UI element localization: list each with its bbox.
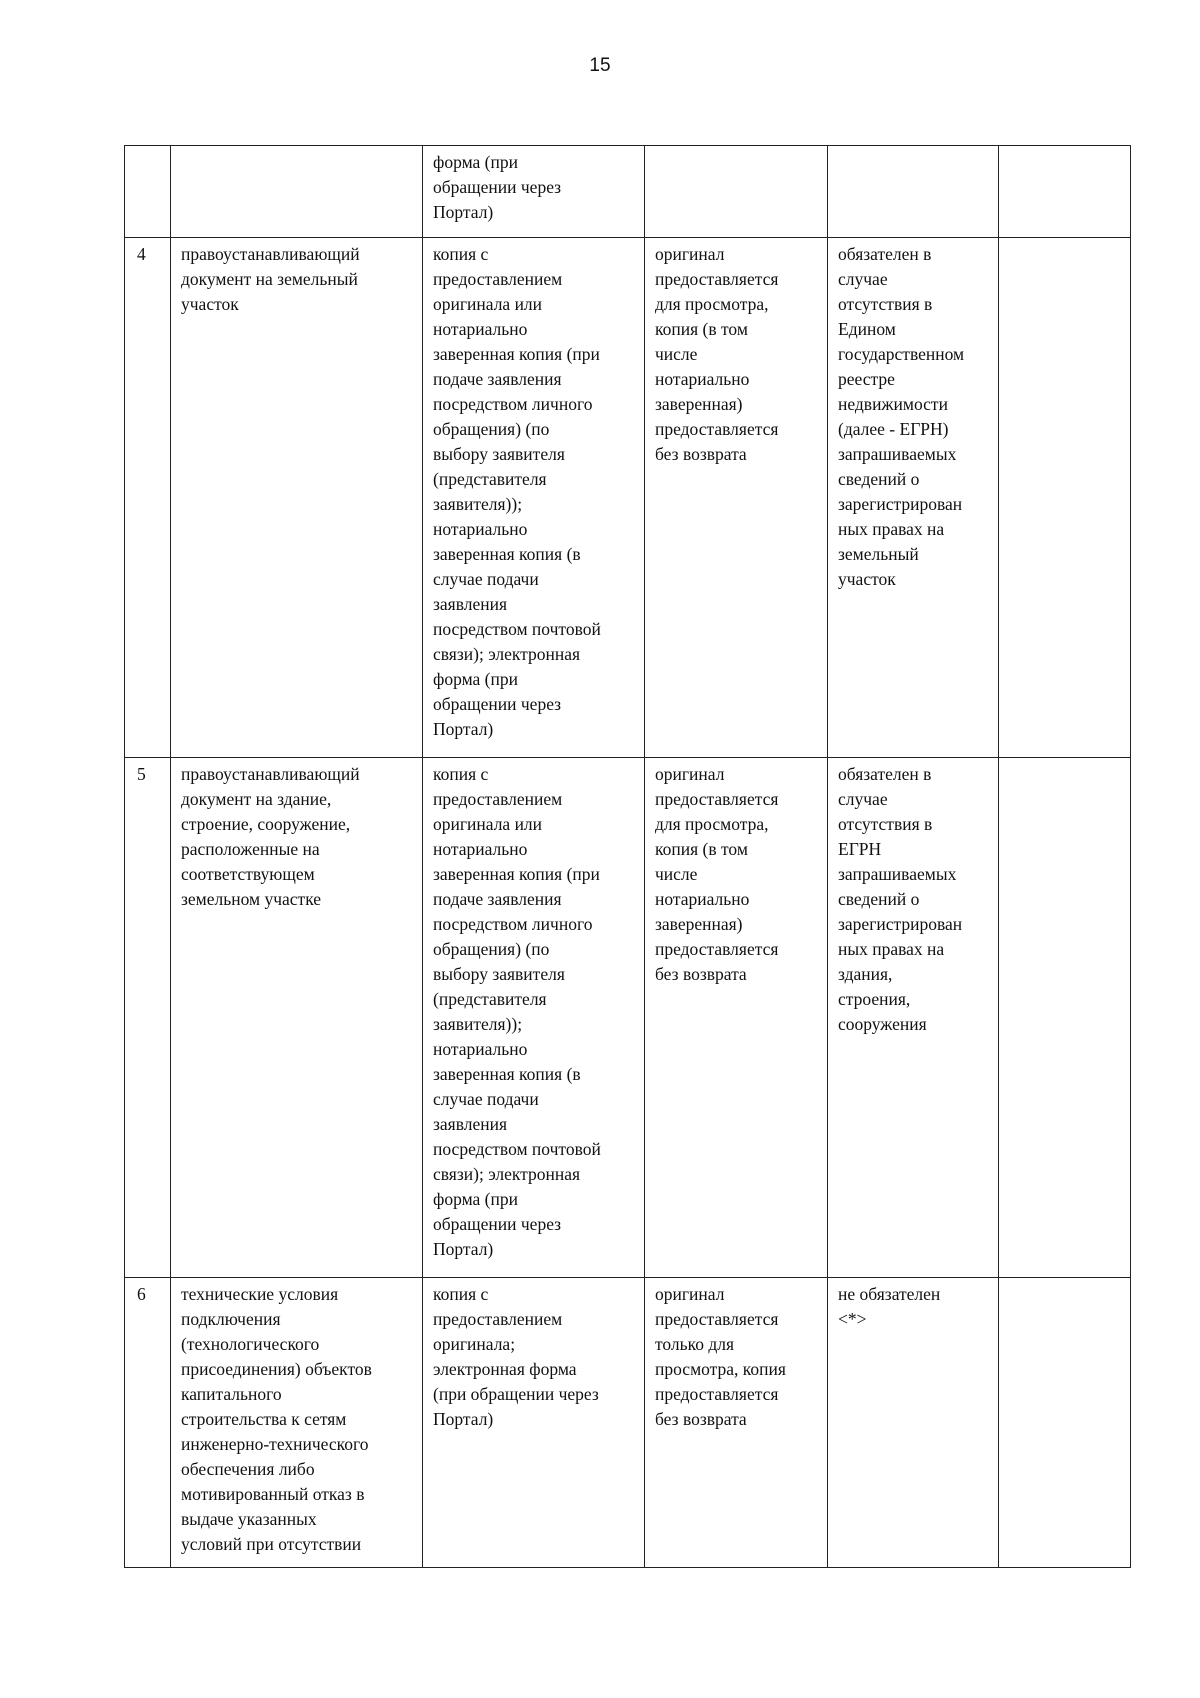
requirement-cell: обязателен в случае отсутствия в ЕГРН запрашиваемых сведений о зарегистрирован ных правах на здания, строения, сооружения (828, 758, 999, 1278)
extra-cell (999, 146, 1131, 238)
original-note-cell (645, 146, 828, 238)
requirement-cell (828, 146, 999, 238)
document-name-cell: правоустанавливающий документ на земельный участок (171, 238, 423, 758)
table-row (125, 238, 1131, 758)
table-row (125, 146, 1131, 238)
document-name-cell: технические условия подключения (технологического присоединения) объектов капитального строительства к сетям инженерно-технического обеспечения либо мотивированный отказ в выдаче указанных условий при отсутствии (171, 1278, 423, 1568)
row-number-cell: 5 (125, 758, 171, 1278)
document-name-cell: правоустанавливающий документ на здание, строение, сооружение, расположенные на соответствующем земельном участке (171, 758, 423, 1278)
page-number: 15 (589, 55, 611, 76)
table-row (125, 758, 1131, 1278)
row-number-cell: 6 (125, 1278, 171, 1568)
documents-table (124, 145, 1131, 1568)
requirement-cell: обязателен в случае отсутствия в Едином государственном реестре недвижимости (далее - ЕГРН) запрашиваемых сведений о зарегистрирован ных правах на земельный участок (828, 238, 999, 758)
document-name-cell (171, 146, 423, 238)
submission-form-cell: копия с предоставлением оригинала или нотариально заверенная копия (при подаче заявления посредством личного обращения) (по выбору заявителя (представителя заявителя)); нотариально заверенная копия (в случае подачи заявления посредством почтовой связи); электронная форма (при обращении через Портал) (423, 238, 645, 758)
original-note-cell: оригинал предоставляется только для просмотра, копия предоставляется без возврата (645, 1278, 828, 1568)
table-row (125, 1278, 1131, 1568)
original-note-cell: оригинал предоставляется для просмотра, копия (в том числе нотариально заверенная) предоставляется без возврата (645, 758, 828, 1278)
original-note-cell: оригинал предоставляется для просмотра, копия (в том числе нотариально заверенная) предоставляется без возврата (645, 238, 828, 758)
requirement-cell: не обязателен <*> (828, 1278, 999, 1568)
submission-form-cell: копия с предоставлением оригинала; электронная форма (при обращении через Портал) (423, 1278, 645, 1568)
extra-cell (999, 1278, 1131, 1568)
row-number-cell (125, 146, 171, 238)
extra-cell (999, 238, 1131, 758)
submission-form-cell: копия с предоставлением оригинала или нотариально заверенная копия (при подаче заявления посредством личного обращения) (по выбору заявителя (представителя заявителя)); нотариально заверенная копия (в случае подачи заявления посредством почтовой связи); электронная форма (при обращении через Портал) (423, 758, 645, 1278)
row-number-cell: 4 (125, 238, 171, 758)
extra-cell (999, 758, 1131, 1278)
submission-form-cell: форма (при обращении через Портал) (423, 146, 645, 238)
